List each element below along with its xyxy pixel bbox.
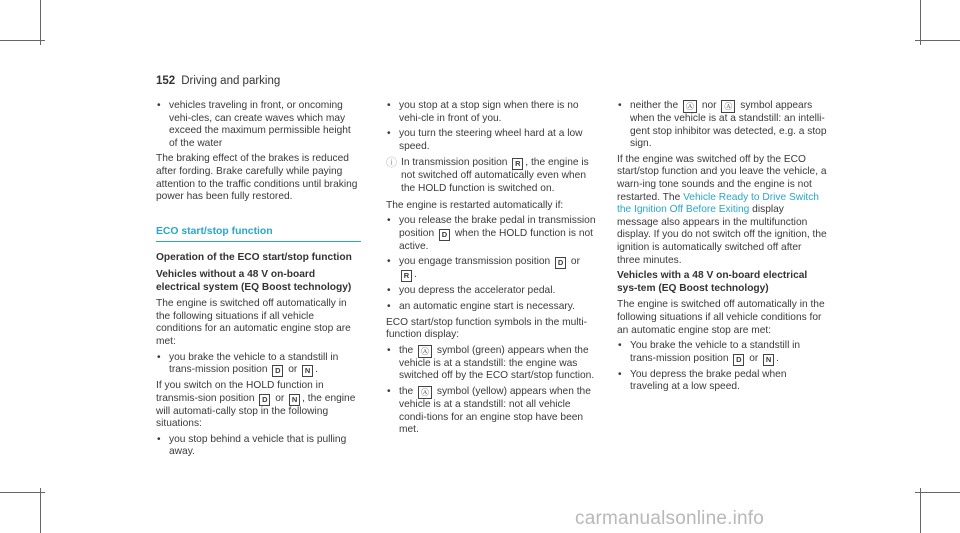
- paragraph: The engine is restarted automatically if:: [386, 199, 564, 211]
- gear-key: D: [555, 257, 566, 269]
- list-item: • an automatic engine start is necessary.: [387, 300, 575, 312]
- list-item: • the Ⓐ symbol (yellow) appears when the vehicle is at a standstill: not all vehicle condi-tions for an engine stop have been met.: [387, 385, 591, 436]
- crop-mark: [40, 0, 41, 45]
- list-item: • you release the brake pedal in transmission position D when the HOLD function is not active.: [387, 215, 596, 252]
- eco-start-stop-crossed-icon: Ⓐ: [721, 100, 735, 113]
- gear-key: D: [733, 354, 744, 366]
- gear-key: R: [512, 158, 523, 170]
- crop-mark: [0, 40, 45, 41]
- gear-key: N: [289, 394, 300, 406]
- list-item: • you depress the accelerator pedal.: [387, 285, 556, 297]
- watermark: carmanualsonline.info: [575, 508, 765, 529]
- paragraph: If the engine was switched off by the ECO start/stop function and you leave the vehicle, a warn-ing tone sounds and the engine is not restarted. The Vehicle Ready to Drive Switch the Ignition Off Before Exiting display message also appears in the multifunction display. If you do not switch off the ignition, the ignition is automatically switched off after three minutes.: [617, 153, 827, 266]
- crop-mark: [40, 488, 41, 533]
- paragraph: The engine is switched off automatically in the following situations if all vehicle conditions for an automatic engine stop are met:: [617, 299, 825, 336]
- column-3: [617, 100, 827, 397]
- subheading: Vehicles without a 48 V on-board electrical system (EQ Boost technology): [156, 268, 352, 293]
- eco-start-stop-crossed-icon: Ⓐ: [418, 386, 432, 399]
- list-item: • you stop at a stop sign when there is no vehi-cle in front of you.: [387, 100, 579, 124]
- gear-key: D: [259, 394, 270, 406]
- heading: Operation of the ECO start/stop function: [156, 252, 352, 264]
- display-message-link[interactable]: Vehicle Ready to Drive Switch the Ignition Off Before Exiting: [617, 191, 819, 216]
- list-item: • You depress the brake pedal when traveling at a low speed.: [618, 368, 787, 393]
- crop-mark: [0, 492, 45, 493]
- paragraph: If you switch on the HOLD function in transmis-sion position D or N , the engine will automati-cally stop in the following situations:: [156, 380, 356, 430]
- paragraph: The engine is switched off automatically in the following situations if all vehicle conditions for an automatic engine stop are met:: [156, 298, 351, 347]
- column-1: [156, 100, 361, 462]
- note: ⓘ In transmission position R , the engine is not switched off automatically even when the HOLD function is switched on.: [386, 157, 589, 194]
- page-number: 152: [156, 75, 176, 87]
- gear-key: D: [272, 365, 283, 377]
- paragraph: ECO start/stop function symbols in the multi-function display:: [386, 316, 587, 341]
- gear-key: N: [302, 365, 313, 377]
- gear-key: D: [439, 229, 450, 241]
- page-header: [156, 75, 280, 87]
- crop-mark: [915, 40, 960, 41]
- section-title[interactable]: ECO start/stop function: [156, 225, 273, 237]
- paragraph: The braking effect of the brakes is reduced after fording. Brake carefully while paying attention to the traffic conditions until braking power has been fully restored.: [156, 153, 358, 203]
- list-item: • neither the Ⓐ nor Ⓐ symbol appears when the vehicle is at a standstill: an intelli-gent stop inhibitor was detected, e.g. a stop sign.: [618, 100, 827, 150]
- eco-start-stop-icon: Ⓐ: [683, 100, 697, 113]
- gear-key: N: [763, 354, 774, 366]
- list-item: • You brake the vehicle to a standstill in trans-mission position D or N .: [618, 340, 801, 364]
- list-item: • vehicles traveling in front, or oncoming vehi-cles, can create waves which may exceed the maximum permissible height of the water: [157, 100, 351, 149]
- header-title: Driving and parking: [181, 75, 281, 87]
- crop-mark: [915, 492, 960, 493]
- subheading: Vehicles with a 48 V on-board electrical sys-tem (EQ Boost technology): [617, 270, 808, 294]
- list-item: • you engage transmission position D or R .: [387, 256, 580, 281]
- crop-mark: [920, 0, 921, 45]
- column-2: [386, 100, 596, 440]
- gear-key: R: [401, 270, 412, 282]
- list-item: • you turn the steering wheel hard at a low speed.: [387, 128, 583, 152]
- list-item: • you stop behind a vehicle that is pulling away.: [157, 433, 347, 458]
- eco-start-stop-icon: Ⓐ: [418, 345, 432, 358]
- section-divider: [156, 241, 361, 242]
- list-item: • you brake the vehicle to a standstill in trans-mission position D or N .: [157, 351, 339, 376]
- crop-mark: [920, 488, 921, 533]
- info-icon: ⓘ: [386, 157, 397, 170]
- list-item: • the Ⓐ symbol (green) appears when the vehicle is at a standstill: the engine was switched off by the ECO start/stop function.: [387, 344, 595, 382]
